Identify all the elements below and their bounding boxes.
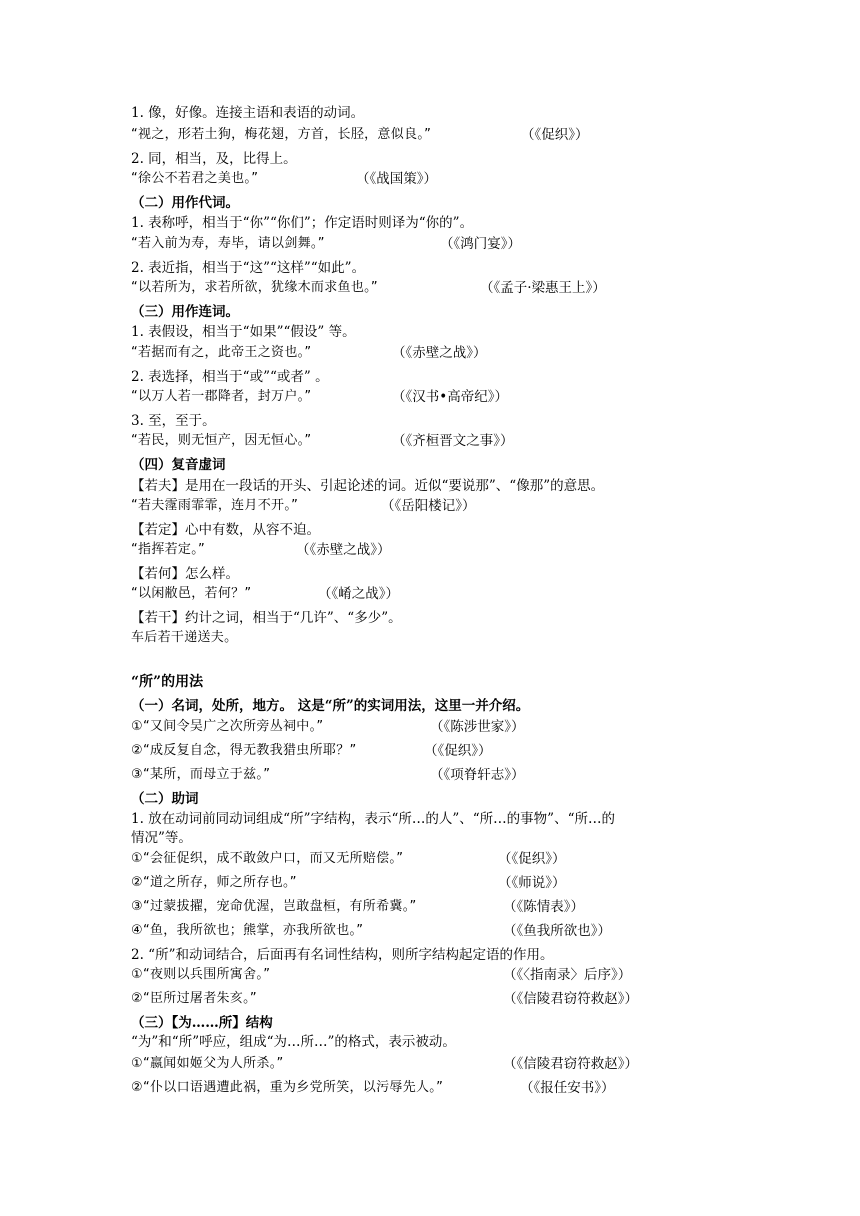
- section-title: “所”的用法: [131, 674, 204, 690]
- source-citation: （《信陵君窃符救赵》）: [503, 1056, 638, 1072]
- quote-line: ②“臣所过屠者朱亥。”: [131, 991, 257, 1006]
- source-citation: （《师说》）: [498, 875, 566, 891]
- section-heading: （三）用作连词。: [131, 304, 239, 320]
- source-citation: （《岳阳楼记》）: [381, 498, 476, 514]
- text-line: 1. 放在动词前同动词组成“所”字结构，表示“所…的人”、“所…的事物”、“所…的: [131, 811, 615, 827]
- quote-line: “视之，形若土狗，梅花翅，方首，长胫，意似良。”: [131, 127, 432, 142]
- quote-line: ④“鱼，我所欲也；熊掌，亦我所欲也。”: [131, 923, 364, 938]
- source-citation: （《赤壁之战》）: [392, 345, 487, 361]
- section-heading: （四）复音虚词: [131, 457, 226, 473]
- source-citation: （《促织》）: [521, 127, 589, 143]
- text-line: 1. 像，好像。连接主语和表语的动词。: [131, 105, 365, 121]
- text-line: 【若夫】是用在一段话的开头、引起论述的词。近似“要说那”、“像那”的意思。: [131, 478, 605, 494]
- source-citation: （《〈指南录〉后序》）: [503, 967, 632, 983]
- quote-line: “指挥若定。”: [131, 542, 206, 557]
- section-heading: （三）【为……所】结构: [131, 1015, 273, 1031]
- source-citation: （《赤壁之战》）: [296, 542, 391, 558]
- source-citation: （《信陵君窃符救赵》）: [503, 991, 638, 1007]
- quote-line: “以闲敝邑，若何？”: [131, 586, 252, 601]
- source-citation: （《孟子·梁惠王上》）: [480, 280, 606, 296]
- source-citation: （《促织》）: [424, 743, 492, 759]
- quote-line: ①“又间令吴广之次所旁丛祠中。”: [131, 719, 324, 734]
- source-citation: （《陈涉世家》）: [430, 719, 525, 735]
- quote-line: ①“夜则以兵围所寓舍。”: [131, 967, 271, 982]
- source-citation: （《齐桓晋文之事》）: [392, 433, 514, 449]
- quote-line: ②“道之所存，师之所存也。”: [131, 875, 297, 890]
- text-line: 【若干】约计之词，相当于“几许”、“多少”。: [131, 610, 402, 626]
- section-heading: （一）名词，处所，地方。 这是“所”的实词用法，这里一并介绍。: [131, 698, 530, 714]
- source-citation: （《汉书•高帝纪》）: [392, 389, 508, 405]
- text-line: 2. 同，相当，及，比得上。: [131, 151, 297, 167]
- quote-line: ②“仆以口语遇遭此祸，重为乡党所笑，以污辱先人。”: [131, 1080, 444, 1095]
- source-citation: （《项脊轩志》）: [430, 767, 525, 783]
- quote-line: “以万人若一郡降者，封万户。”: [131, 389, 312, 404]
- quote-line: “以若所为，求若所欲，犹缘木而求鱼也。”: [131, 280, 378, 295]
- quote-line: 车后若干递送夫。: [131, 630, 238, 645]
- quote-line: ③“过蒙拔擢，宠命优渥，岂敢盘桓，有所希冀。”: [131, 899, 417, 914]
- text-line: 3. 至，至于。: [131, 413, 216, 429]
- source-citation: （《鱼我所欲也》）: [503, 923, 611, 939]
- text-line: “为”和“所”呼应，组成“为…所…”的格式，表示被动。: [131, 1034, 456, 1050]
- section-heading: （二）用作代词。: [131, 195, 239, 211]
- text-line: 2. 表近指，相当于“这”“这样”“如此”。: [131, 260, 366, 276]
- quote-line: “若民，则无恒产，因无恒心。”: [131, 433, 312, 448]
- quote-line: ①“会征促织，成不敢敛户口，而又无所赔偿。”: [131, 851, 404, 866]
- text-line: 2. 表选择，相当于“或”“或者” 。: [131, 369, 329, 385]
- text-line: 2. “所”和动词结合，后面再有名词性结构，则所字结构起定语的作用。: [131, 947, 554, 963]
- quote-line: “若入前为寿，寿毕，请以剑舞。”: [131, 236, 325, 251]
- text-line: 1. 表假设，相当于“如果”“假设” 等。: [131, 324, 356, 340]
- quote-line: “若据而有之，此帝王之资也。”: [131, 345, 312, 360]
- quote-line: “徐公不若君之美也。”: [131, 171, 259, 186]
- quote-line: ②“成反复自念，得无教我猎虫所耶？”: [131, 743, 357, 758]
- source-citation: （《陈情表》）: [503, 899, 584, 915]
- text-line: 1. 表称呼，相当于“你”“你们”；作定语时则译为“你的”。: [131, 215, 474, 231]
- quote-line: ①“嬴闻如姬父为人所杀。”: [131, 1056, 284, 1071]
- source-citation: （《促织》）: [498, 851, 566, 867]
- source-citation: （《报任安书》）: [520, 1080, 615, 1096]
- text-line: 【若何】怎么样。: [131, 566, 239, 582]
- quote-line: “若夫霪雨霏霏，连月不开。”: [131, 498, 299, 513]
- quote-line: ③“某所，而母立于兹。”: [131, 767, 271, 782]
- source-citation: （《战国策》）: [356, 171, 437, 187]
- section-heading: （二）助词: [131, 791, 199, 807]
- text-line: 【若定】心中有数，从容不迫。: [131, 522, 320, 538]
- source-citation: （《崤之战》）: [318, 586, 399, 602]
- text-line: 情况”等。: [131, 830, 192, 846]
- source-citation: （《鸿门宴》）: [440, 236, 521, 252]
